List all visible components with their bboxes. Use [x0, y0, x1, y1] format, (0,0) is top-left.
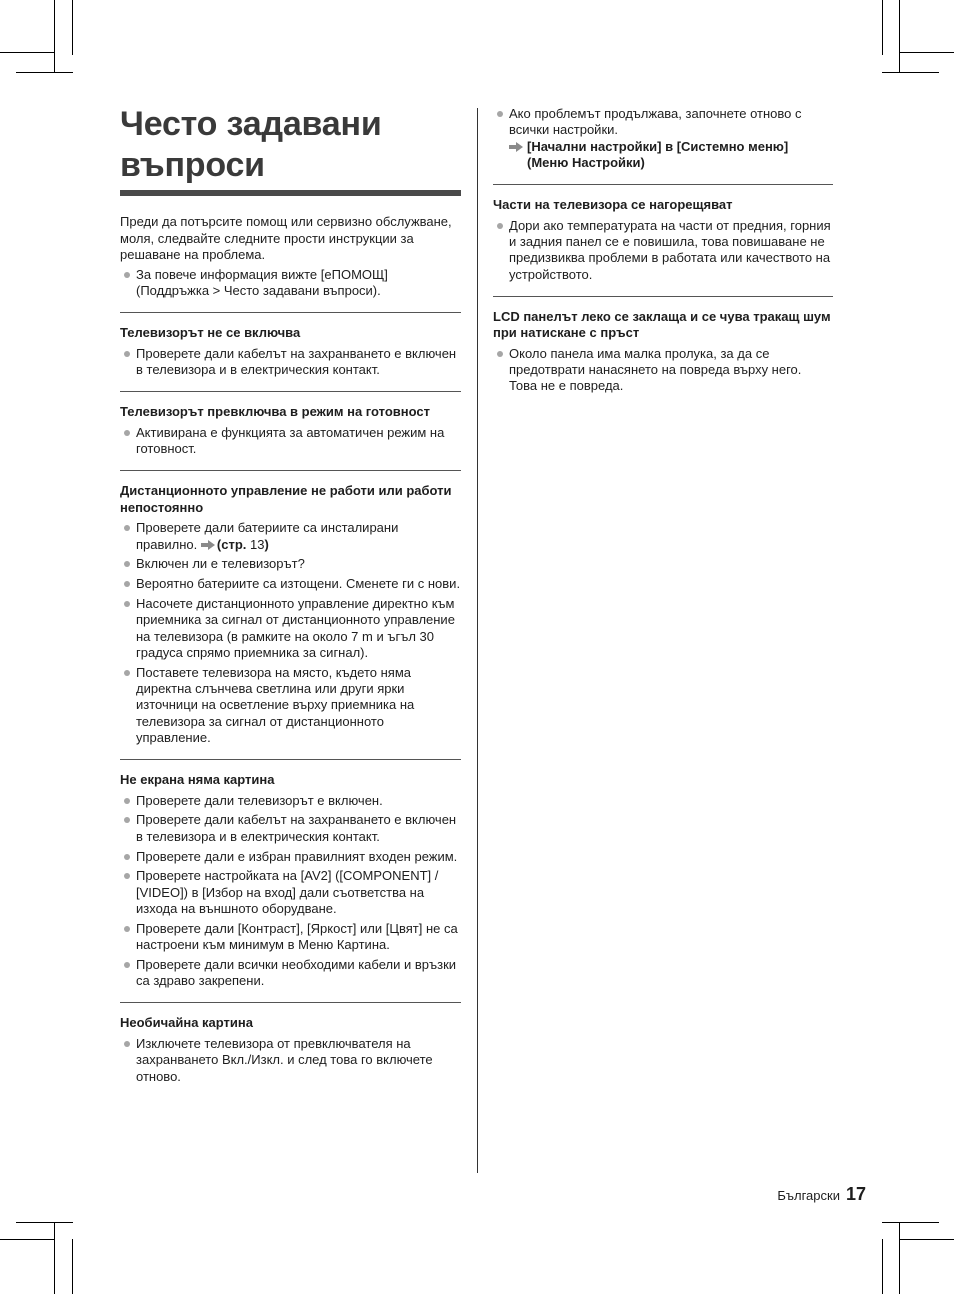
section-abnormal-picture	[120, 1002, 461, 1084]
page-title	[120, 104, 461, 186]
right-column	[493, 106, 833, 395]
list-item-text: Проверете дали батериите са инсталирани правилно.	[136, 520, 399, 552]
page-reference-prefix: (стр.	[216, 536, 247, 552]
section-tv-no-power	[120, 312, 461, 378]
bullet-list	[120, 793, 461, 990]
list-item: Поставете телевизора на място, където няма директна слънчева светлина или други ярки източници на осветление върху приемника на телевизора за сигнал от дистанционното управление.	[120, 665, 461, 746]
section-heading: Телевизорът превключва в режим на готовност	[120, 404, 430, 420]
crop-mark	[882, 1222, 939, 1223]
crop-mark	[882, 1239, 883, 1294]
footer-language: Български	[777, 1188, 840, 1203]
crop-mark	[899, 52, 954, 53]
settings-reference[interactable]	[509, 139, 833, 172]
crop-mark	[72, 1239, 73, 1294]
column-divider	[477, 108, 478, 1173]
list-item: Включен ли е телевизорът?	[120, 556, 461, 572]
bullet-list	[493, 218, 833, 283]
list-item: Ако проблемът продължава, започнете отново с всички настройки.	[493, 106, 833, 139]
list-item: Активирана е функцията за автоматичен режим на готовност.	[120, 425, 461, 458]
intro-bullets	[120, 267, 461, 300]
crop-mark	[882, 72, 939, 73]
crop-mark	[0, 52, 55, 53]
list-item: Проверете дали телевизорът е включен.	[120, 793, 461, 809]
crop-mark	[882, 0, 883, 55]
arrow-right-icon	[509, 142, 523, 152]
list-item: Изключете телевизора от превключвателя на захранването Вкл./Изкл. и след това го включете отново.	[120, 1036, 461, 1085]
section-heading: Не екрана няма картина	[120, 772, 275, 788]
page-title-line-2: въпроси	[120, 146, 265, 184]
page-title-line-1: Често задавани	[120, 105, 382, 143]
list-item: Дори ако температурата на части от предния, горния и задния панел се е повишила, това повишаване не предизвиква проблеми в работата или качеството на устройството.	[493, 218, 833, 283]
section-no-picture	[120, 759, 461, 989]
intro-text: Преди да потърсите помощ или сервизно обслужване, моля, следвайте следните прости инструкции за решаване на проблема.	[120, 214, 452, 262]
section-lcd-panel-noise	[493, 296, 833, 395]
crop-mark	[72, 0, 73, 55]
list-item: Проверете дали кабелът на захранването е включен в телевизора и в електрическия контакт.	[120, 346, 461, 379]
list-item: Проверете дали [Контраст], [Яркост] или [Цвят] не са настроени към минимум в Меню Картина.	[120, 921, 461, 954]
left-column	[120, 100, 461, 1085]
page-reference-suffix: )	[264, 536, 269, 552]
crop-mark	[16, 72, 73, 73]
bullet-list	[120, 1036, 461, 1085]
bullet-list	[120, 425, 461, 458]
section-heading: Дистанционното управление не работи или работи непостоянно	[120, 483, 452, 515]
list-item: Около панела има малка пролука, за да се предотврати нанасянето на повреда върху него. Това не е повреда.	[493, 346, 833, 395]
crop-mark	[54, 0, 55, 72]
list-item	[120, 520, 461, 553]
list-item: Проверете настройката на [AV2] ([COMPONENT] / [VIDEO]) в [Избор на вход] дали съответства на изхода на външното оборудване.	[120, 868, 461, 917]
list-item: Вероятно батериите са изтощени. Сменете ги с нови.	[120, 576, 461, 592]
section-heading: LCD панелът леко се заклаща и се чува тракащ шум при натискане с пръст	[493, 308, 831, 341]
bullet-list	[120, 520, 461, 746]
crop-mark	[899, 1222, 900, 1294]
section-heading: Необичайна картина	[120, 1015, 253, 1031]
crop-mark	[899, 1239, 954, 1240]
list-item: Проверете дали кабелът на захранването е включен в телевизора и в електрическия контакт.	[120, 812, 461, 845]
section-parts-heat-up	[493, 184, 833, 283]
page-reference[interactable]	[217, 537, 269, 552]
list-item: Проверете дали е избран правилният входен режим.	[120, 849, 461, 865]
section-heading: Части на телевизора се нагорещяват	[493, 197, 733, 213]
crop-mark	[54, 1222, 55, 1294]
bullet-list	[493, 106, 833, 139]
crop-mark	[899, 0, 900, 72]
settings-reference-text: [Начални настройки] в [Системно меню] (Меню Настройки)	[527, 138, 789, 170]
section-remote-control	[120, 470, 461, 746]
list-item: Насочете дистанционното управление директно към приемника за сигнал от дистанционното управление на телевизора (в рамките на около 7 m и ъгъл 30 градуса спрямо приемника за сигнал).	[120, 596, 461, 661]
arrow-right-icon	[201, 540, 215, 550]
crop-mark	[0, 1239, 55, 1240]
bullet-list	[493, 346, 833, 395]
page-number: 17	[845, 1184, 866, 1204]
section-tv-standby	[120, 391, 461, 457]
list-item: За повече информация вижте [еПОМОЩ] (Поддръжка > Често задавани въпроси).	[120, 267, 461, 300]
crop-mark	[16, 1222, 73, 1223]
page-reference-number: 13	[250, 536, 265, 552]
title-underline	[120, 190, 461, 196]
bullet-list	[120, 346, 461, 379]
page-footer	[777, 1184, 866, 1205]
section-heading: Телевизорът не се включва	[120, 325, 301, 341]
list-item: Проверете дали всички необходими кабели и връзки са здраво закрепени.	[120, 957, 461, 990]
